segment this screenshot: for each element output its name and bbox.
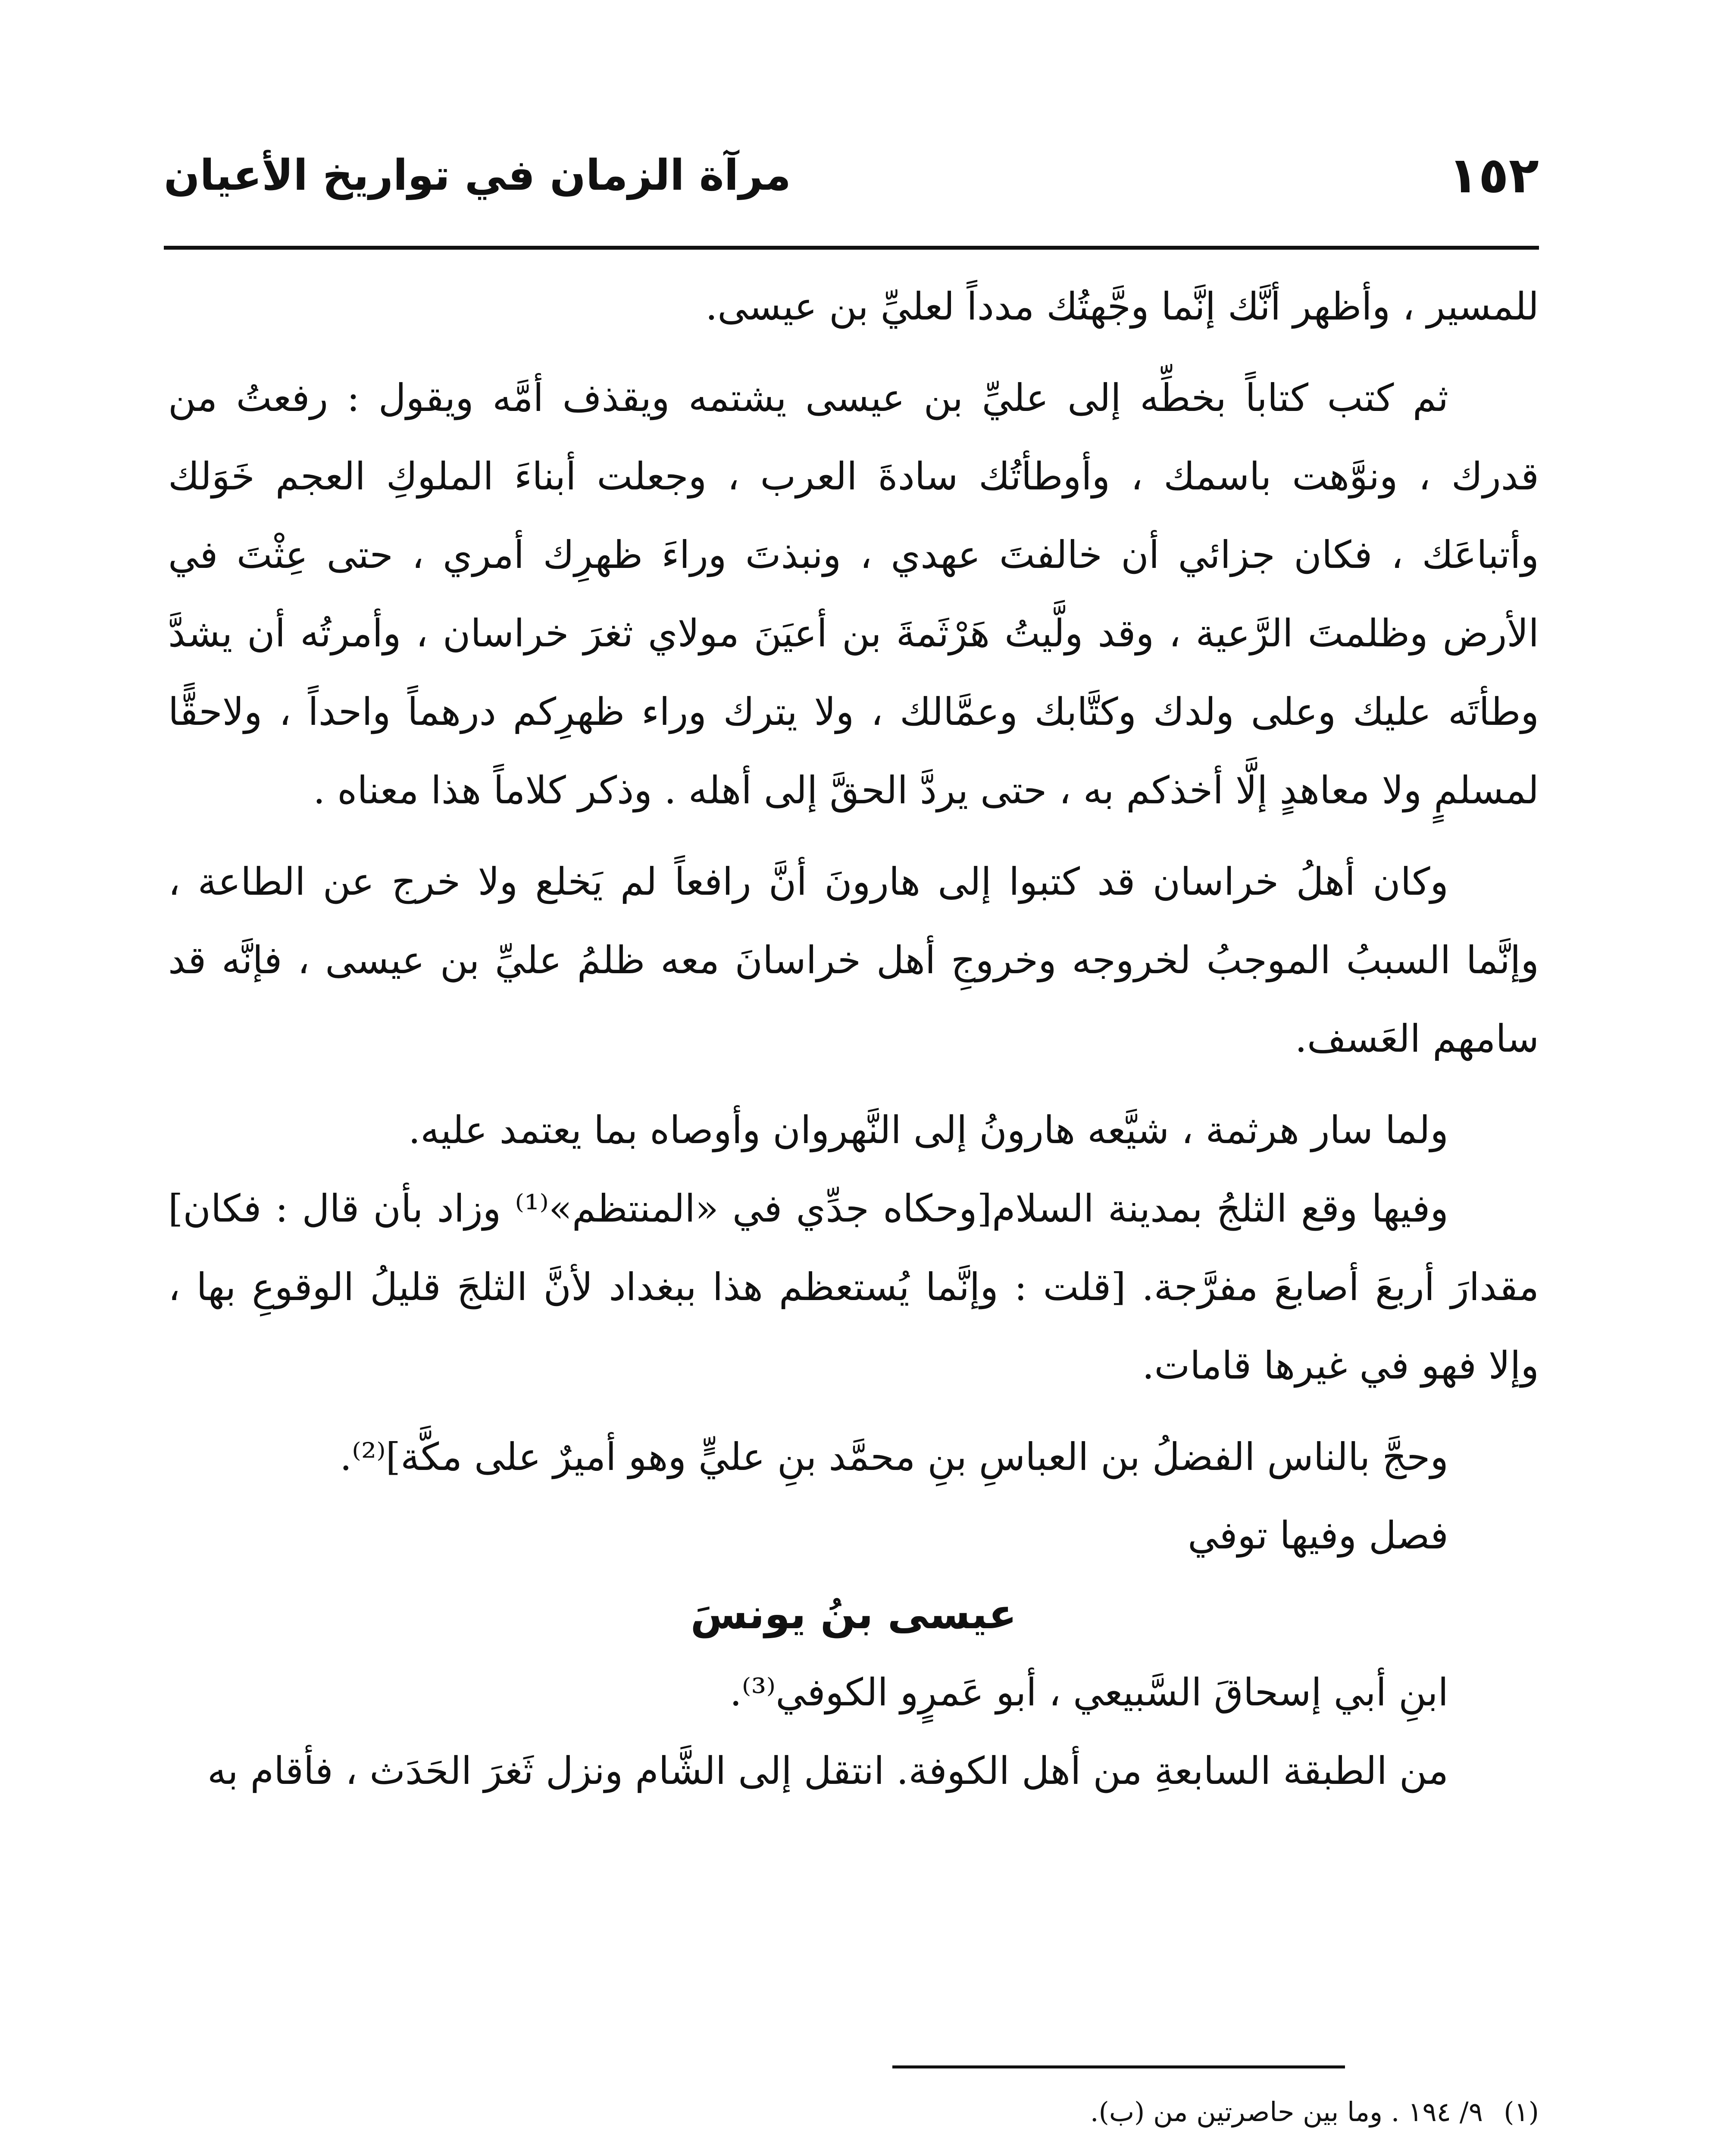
section-heading: عيسى بنُ يونسَ	[690, 1590, 1017, 1638]
book-title: مرآة الزمان في تواريخ الأعيان	[164, 151, 791, 200]
header-rule	[164, 246, 1539, 250]
page-number: ١٥٢	[1448, 147, 1539, 204]
paragraph-3: وكان أهلُ خراسان قد كتبوا إلى هارونَ أنَّ رافعاً لم يَخلع ولا خرج عن الطاعة ، وإنَّما السببُ الموجبُ لخروجه وخروجِ أهل خراسانَ معه ظلمُ عليِّ بن عيسى ، فإنَّه قد سامهم العَسف.	[168, 859, 1539, 1061]
footnote-rule	[892, 2065, 1345, 2068]
footnote-marker	[1504, 2152, 1539, 2156]
paragraph-7: فصل وفيها توفي	[1188, 1513, 1448, 1557]
paragraph-2: ثم كتب كتاباً بخطِّه إلى عليِّ بن عيسى يشتمه ويقذف أمَّه ويقول : رفعتُ من قدرك ، ونوَّهت باسمك ، وأوطأتُك سادةَ العرب ، وجعلت أبناءَ الملوكِ العجم خَوَلك وأتباعَك ، فكان جزائي أن خالفتَ عهدي ، ونبذتَ وراءَ ظهرِك أمري ، حتى عِثْتَ في الأرض وظلمتَ الرَّعية ، وقد ولَّيتُ هَرْثَمةَ بن أعيَنَ مولاي ثغرَ خراسان ، وأمرتُه أن يشدَّ وطأتَه عليك وعلى ولدك وكتَّابك وعمَّالك ، ولا يترك وراء ظهرِكم درهماً واحداً ، ولاحقًّا لمسلمٍ ولا معاهدٍ إلَّا أخذكم به ، حتى يردَّ الحقَّ إلى أهله . وذكر كلاماً هذا معناه .	[168, 376, 1539, 812]
paragraph-1: للمسير ، وأظهر أنَّك إنَّما وجَّهتُك مدداً لعليِّ بن عيسى.	[705, 284, 1539, 329]
footnote-text: ٩/ ١٩٤ . وما بين حاصرتين من (ب).	[1090, 2096, 1483, 2128]
footnote-1	[168, 2083, 1539, 2141]
paragraph-9: من الطبقة السابعةِ من أهل الكوفة. انتقل إلى الشَّام ونزل ثَغرَ الحَدَث ، فأقام به	[207, 1749, 1448, 1793]
body-text	[168, 267, 1539, 1810]
running-head	[164, 142, 1539, 229]
footnotes	[168, 2083, 1539, 2156]
paragraph-4: ولما سار هرثمة ، شيَّعه هارونُ إلى النَّهروان وأوصاه بما يعتمد عليه.	[408, 1108, 1448, 1152]
paragraph-6: وحجَّ بالناس الفضلُ بن العباسِ بنِ محمَّد بنِ عليٍّ وهو أميرٌ على مكَّة]⁽²⁾.	[340, 1435, 1448, 1479]
paragraph-5: وفيها وقع الثلجُ بمدينة السلام[وحكاه جدِّي في «المنتظم»⁽¹⁾ وزاد بأن قال : فكان] مقدارَ أربعَ أصابعَ مفرَّجة. [قلت : وإنَّما يُستعظم هذا ببغداد لأنَّ الثلجَ قليلُ الوقوعِ بها ، وإلا فهو في غيرها قامات.	[168, 1186, 1539, 1388]
footnote-marker: (١)	[1504, 2096, 1539, 2128]
paragraph-8: ابنِ أبي إسحاقَ السَّبيعي ، أبو عَمرٍو الكوفي⁽³⁾.	[729, 1670, 1448, 1714]
footnote-2	[168, 2152, 1539, 2156]
